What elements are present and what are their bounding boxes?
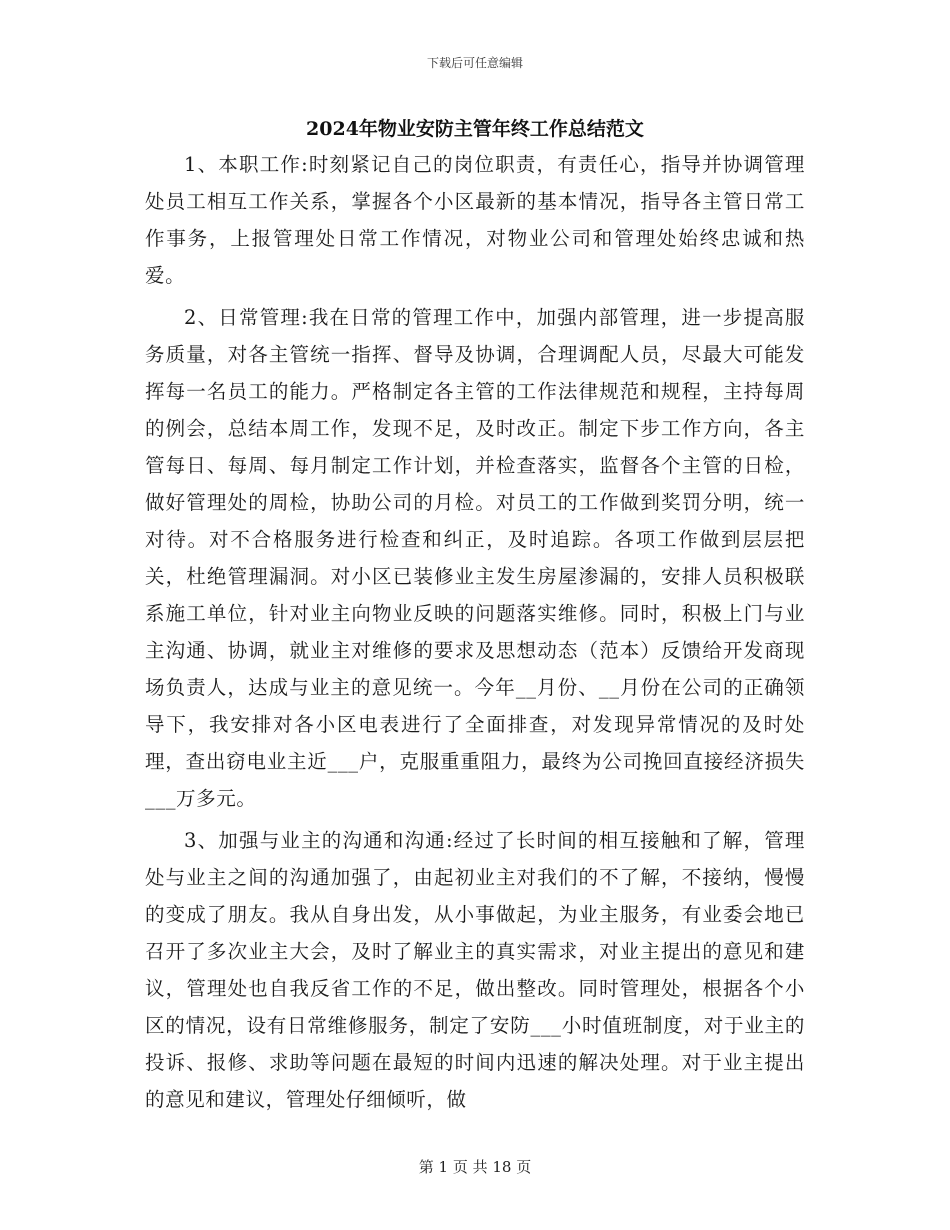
paragraph-2-daily-management: 2、日常管理:我在日常的管理工作中，加强内部管理，进一步提高服务质量，对各主管统一指挥、督导及协调，合理调配人员，尽最大可能发挥每一名员工的能力。严格制定各主管的工作法律规范和规程，主持每周的例会，总结本周工作，发现不足，及时改正。制定下步工作方向，各主管每日、每周、每月制定工作计划，并检查落实，监督各个主管的日检，做好管理处的周检，协助公司的月检。对员工的工作做到奖罚分明，统一对待。对不合格服务进行检查和纠正，及时追踪。各项工作做到层层把关，杜绝管理漏洞。对小区已装修业主发生房屋渗漏的，安排人员积极联系施工单位，针对业主向物业反映的问题落实维修。同时，积极上门与业主沟通、协调，就业主对维修的要求及思想动态（范本）反馈给开发商现场负责人，达成与业主的意见统一。今年__月份、__月份在公司的正确领导下，我安排对各小区电表进行了全面排查，对发现异常情况的及时处理，查出窃电业主近___户，克服重重阻力，最终为公司挽回直接经济损失___万多元。 bbox=[145, 306, 805, 810]
paragraph-1-duties: 1、本职工作:时刻紧记自己的岗位职责，有责任心，指导并协调管理处员工相互工作关系，掌握各个小区最新的基本情况，指导各主管日常工作事务，上报管理处日常工作情况，对物业公司和管理处始终忠诚和热爱。 bbox=[145, 153, 805, 287]
page-header-note: 下载后可任意编辑 bbox=[426, 56, 523, 70]
document-body bbox=[145, 146, 805, 1123]
paragraph-3-owner-communication: 3、加强与业主的沟通和沟通:经过了长时间的相互接触和了解，管理处与业主之间的沟通加强了，由起初业主对我们的不了解，不接纳，慢慢的变成了朋友。我从自身出发，从小事做起，为业主服务，有业委会地已召开了多次业主大会，及时了解业主的真实需求，对业主提出的意见和建议，管理处也自我反省工作的不足，做出整改。同时管理处，根据各个小区的情况，设有日常维修服务，制定了安防___小时值班制度，对于业主的投诉、报修、求助等问题在最短的时间内迅速的解决处理。对于业主提出的意见和建议，管理处仔细倾听，做 bbox=[145, 829, 805, 1111]
page-number-footer: 第 1 页 共 18 页 bbox=[418, 1158, 532, 1176]
document-title: 2024年物业安防主管年终工作总结范文 bbox=[306, 118, 644, 140]
